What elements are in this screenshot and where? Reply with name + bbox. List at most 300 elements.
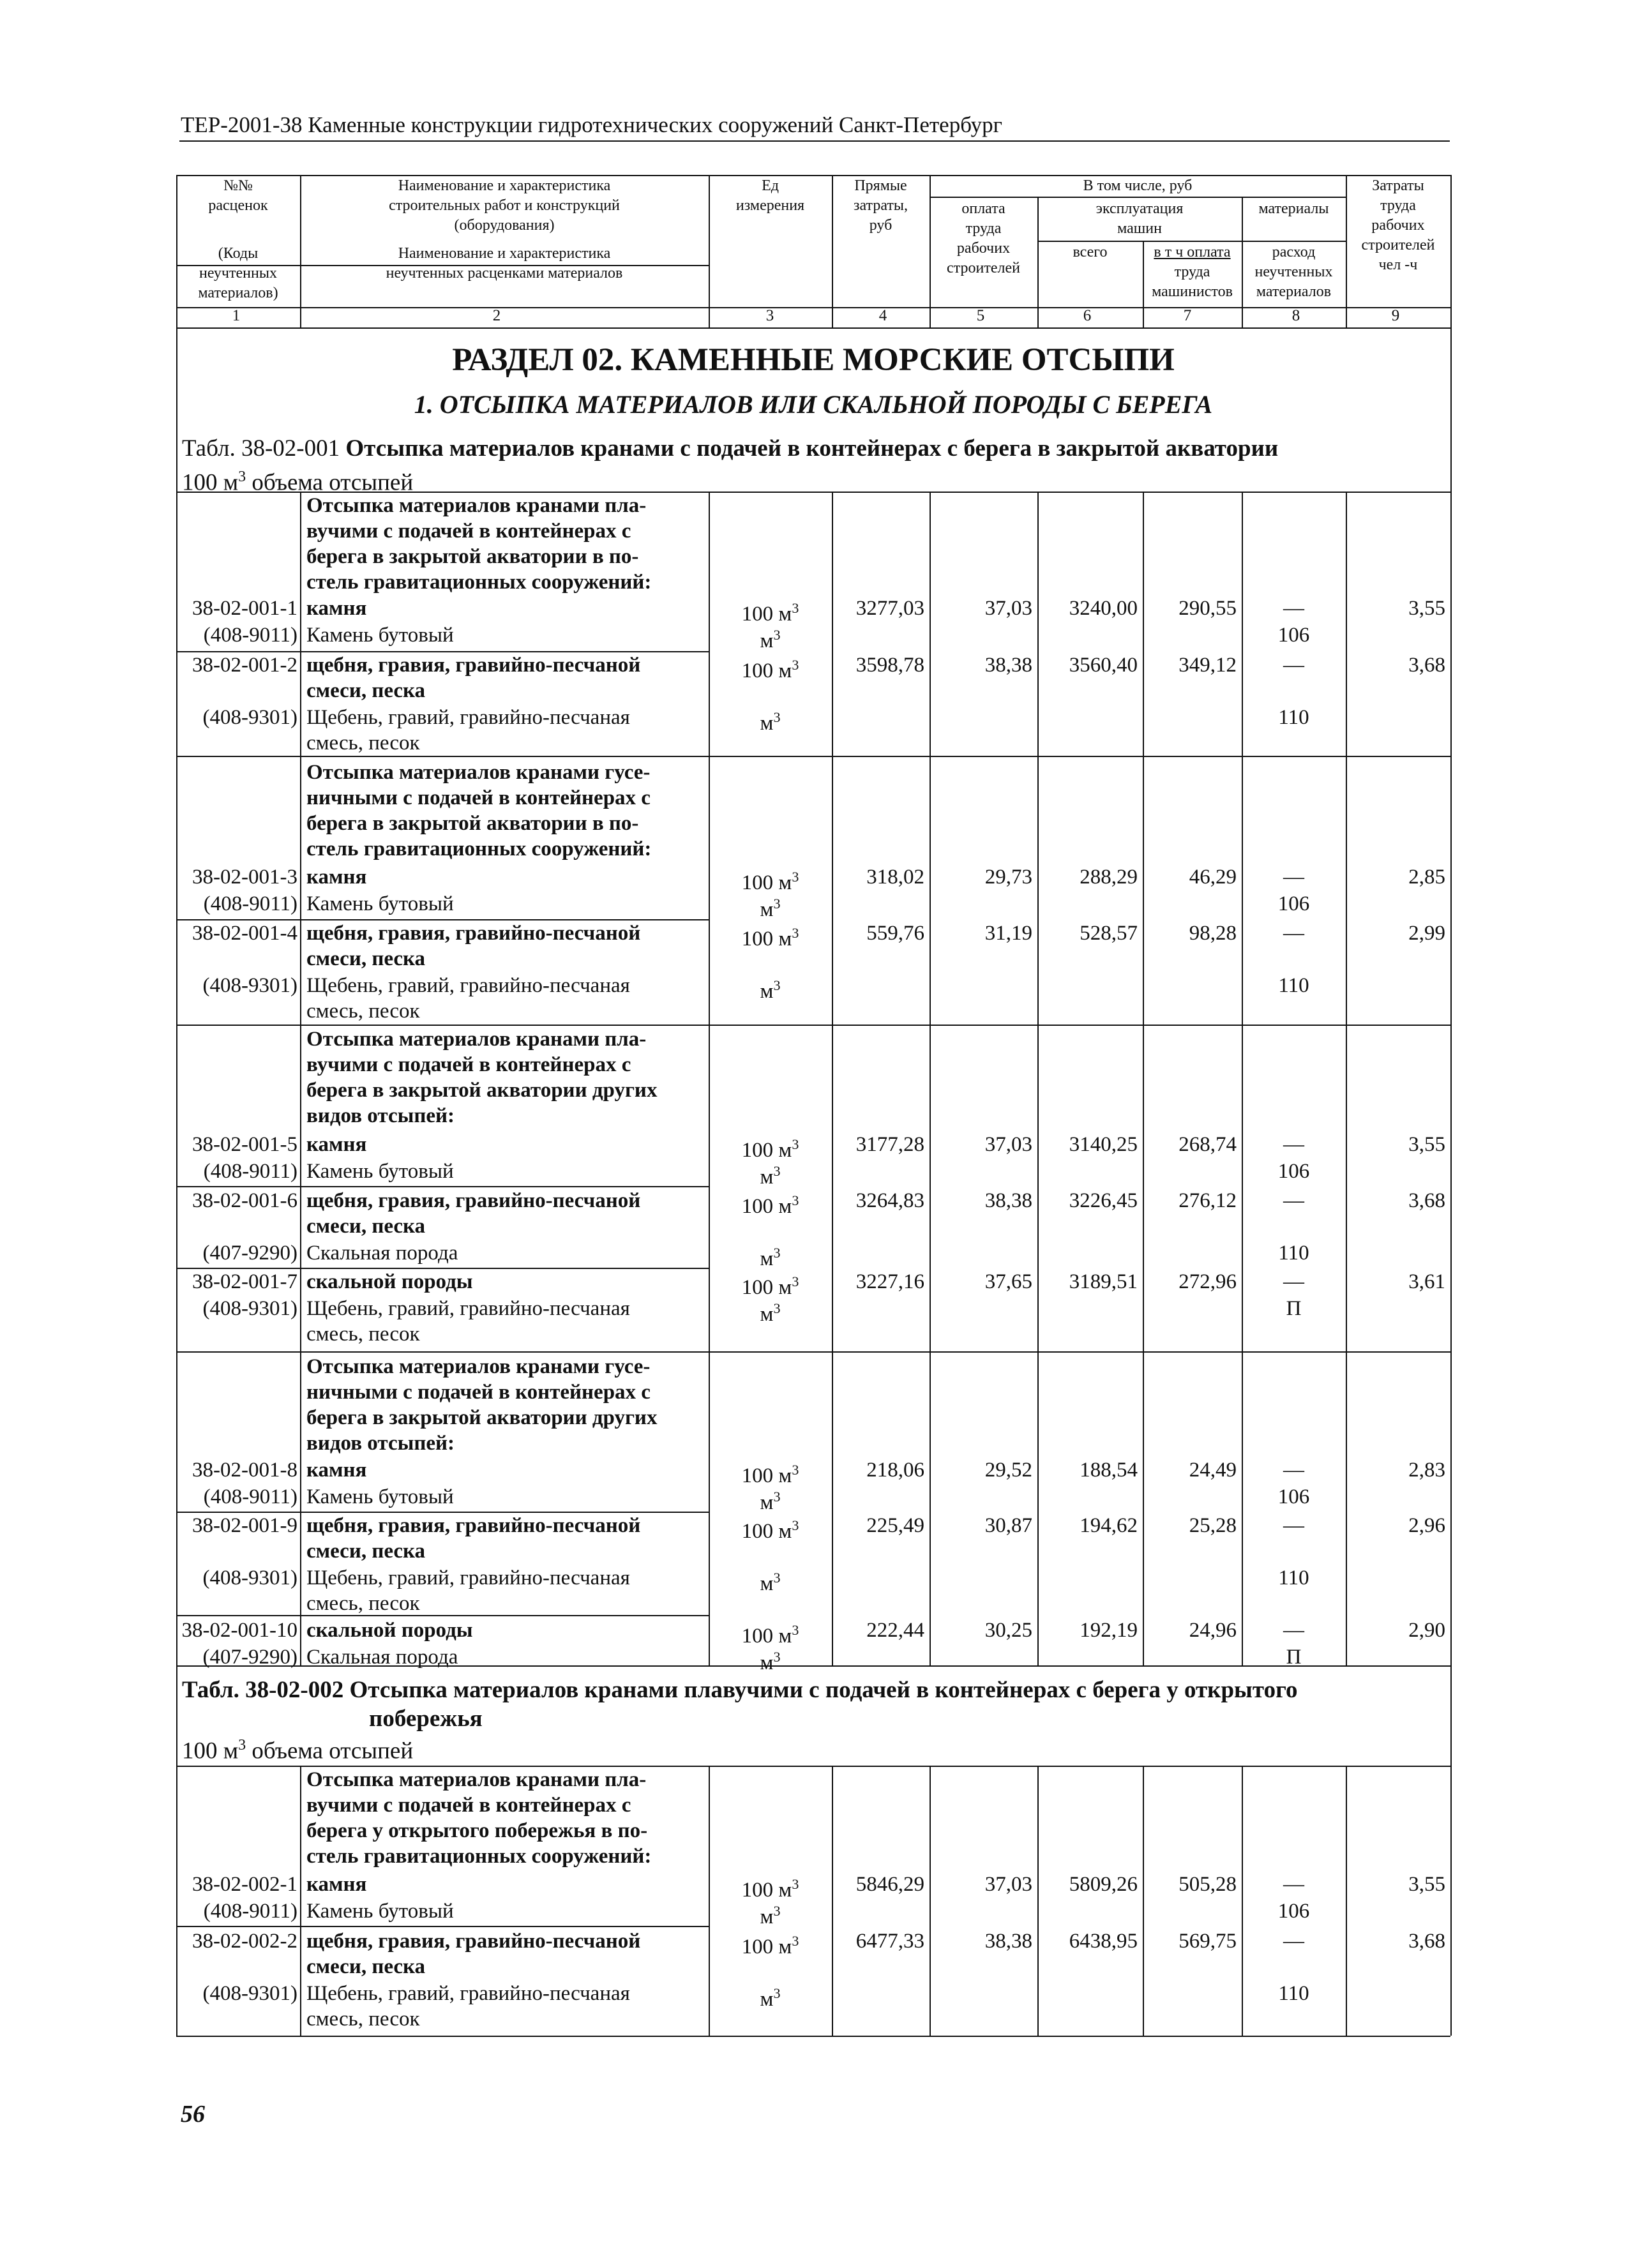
group-description-line: вучими с подачей в контейнерах с [306, 1053, 631, 1076]
material-consumption: 110 [1278, 1982, 1309, 2005]
rate-code: 38-02-001-6 [192, 1189, 297, 1212]
machines-total: 288,29 [1080, 866, 1138, 889]
unit-exponent: 3 [792, 657, 799, 673]
col-materials-header: материалы [1258, 200, 1329, 217]
body-column-line [300, 492, 301, 756]
material-consumption: 110 [1278, 706, 1309, 729]
unit-value: м [760, 980, 774, 1003]
unit-value: м [760, 898, 774, 921]
group-description-line: берега в закрытой акватории в по- [306, 545, 639, 568]
material-code: (408-9011) [203, 624, 297, 647]
col-labor-costs-header-line: рабочих [1371, 217, 1425, 234]
unit-value: 100 м [741, 871, 792, 894]
worker-wages: 38,38 [984, 1930, 1032, 1953]
group-description-line: берега в закрытой акватории других [306, 1406, 658, 1429]
labor-costs: 2,99 [1408, 922, 1445, 945]
table1-end-line [176, 1665, 1450, 1667]
rate-unit [709, 920, 832, 952]
table-caption [182, 434, 1278, 463]
machinist-wages: 268,74 [1178, 1133, 1237, 1156]
rate-code: 38-02-001-3 [192, 866, 297, 889]
materials-cost: — [1283, 1930, 1304, 1953]
unit-value: м [760, 1572, 774, 1595]
unit-exponent: 3 [792, 925, 799, 941]
material-code: (408-9011) [203, 1900, 297, 1923]
unit-value: м [760, 1166, 774, 1189]
worker-wages: 37,03 [984, 597, 1032, 620]
col-labor-costs-header-line: чел -ч [1378, 257, 1418, 273]
col-unit-header [709, 176, 832, 216]
material-consumption: 106 [1277, 1485, 1310, 1508]
material-name: Скальная порода [306, 1646, 458, 1669]
table-number: Табл. 38-02-002 [182, 1677, 344, 1703]
unit-exponent: 3 [773, 1489, 781, 1505]
header-rule [179, 140, 1450, 142]
group-description-line: вучими с подачей в контейнерах с [306, 520, 631, 543]
rate-code: 38-02-002-1 [192, 1873, 297, 1896]
machinist-wages: 290,55 [1178, 597, 1237, 620]
unit-value: 100 м [741, 1195, 792, 1218]
row-divider [176, 1186, 709, 1187]
unit-exponent: 3 [792, 1933, 799, 1949]
material-unit [709, 705, 832, 736]
direct-costs: 3264,83 [855, 1189, 924, 1212]
materials-cost: — [1283, 866, 1304, 889]
group-divider [176, 756, 1450, 757]
column-number: 3 [765, 307, 774, 324]
col-machinist-wages-header [1143, 243, 1242, 302]
material-unit [709, 1484, 832, 1515]
labor-costs: 3,55 [1408, 1873, 1445, 1896]
worker-wages: 30,87 [984, 1514, 1032, 1537]
material-name-line: смесь, песок [306, 1323, 420, 1346]
material-consumption: 106 [1277, 624, 1310, 647]
machinist-wages: 24,49 [1189, 1459, 1237, 1482]
unit-exponent: 3 [792, 600, 799, 616]
materials-cost: — [1283, 597, 1304, 620]
rate-name-line: щебня, гравия, гравийно-песчаной [306, 1189, 641, 1212]
body-column-line [832, 1766, 833, 2036]
rate-code: 38-02-001-10 [181, 1619, 297, 1642]
col-materials-consumption-header [1242, 243, 1346, 302]
group-description-line: видов отсыпей: [306, 1432, 455, 1455]
worker-wages: 38,38 [984, 1189, 1032, 1212]
direct-costs: 3598,78 [855, 654, 924, 677]
material-code: (408-9011) [203, 1485, 297, 1508]
table-unit-value: 100 м [182, 469, 239, 496]
unit-exponent: 3 [792, 1192, 799, 1208]
material-code: (407-9290) [202, 1242, 297, 1265]
machines-total: 192,19 [1080, 1619, 1138, 1642]
col-material-codes-header [176, 244, 300, 303]
unit-value: 100 м [741, 1935, 792, 1958]
col-direct-costs-header-line: руб [869, 217, 892, 234]
col-work-name-line: Наименование и характеристика [398, 177, 611, 194]
rate-unit [709, 1188, 832, 1219]
direct-costs: 3227,16 [855, 1270, 924, 1293]
group-description-line: Отсыпка материалов кранами пла- [306, 1028, 647, 1051]
unit-exponent: 3 [773, 627, 781, 643]
material-name: Камень бутовый [306, 1485, 454, 1508]
rate-code: 38-02-001-9 [192, 1514, 297, 1537]
unit-value: 100 м [741, 927, 792, 950]
table-title-continuation: побережья [369, 1706, 483, 1732]
material-consumption: П [1286, 1646, 1302, 1669]
unit-exponent: 3 [792, 1273, 799, 1289]
material-unit [709, 973, 832, 1004]
worker-wages: 31,19 [984, 922, 1032, 945]
material-code: (407-9290) [202, 1646, 297, 1669]
material-name: Скальная порода [306, 1242, 458, 1265]
section-title: РАЗДЕЛ 02. КАМЕННЫЕ МОРСКИЕ ОТСЫПИ [452, 342, 1175, 378]
machines-total: 188,54 [1080, 1459, 1138, 1482]
labor-costs: 3,68 [1408, 654, 1445, 677]
rate-name-line: смеси, песка [306, 679, 426, 702]
unit-value: м [760, 1651, 774, 1674]
material-name-line: Щебень, гравий, гравийно-песчаная [306, 1982, 630, 2005]
material-unit [709, 1159, 832, 1190]
col-machines-header-line: эксплуатация [1095, 200, 1184, 217]
section-subtitle: 1. ОТСЫПКА МАТЕРИАЛОВ ИЛИ СКАЛЬНОЙ ПОРОДЫ С БЕРЕГА [414, 390, 1213, 419]
material-name: Камень бутовый [306, 1160, 454, 1183]
unit-value: м [760, 712, 774, 735]
material-consumption: 110 [1278, 1566, 1309, 1589]
unit-value: 100 м [741, 1464, 792, 1487]
col-machinist-wages-line: в т ч оплата [1154, 244, 1231, 260]
unit-value: 100 м [741, 1276, 792, 1299]
rate-name-line: щебня, гравия, гравийно-песчаной [306, 1514, 641, 1537]
table-bottom-border [176, 2036, 1450, 2037]
table-number: Табл. 38-02-001 [182, 435, 340, 462]
col-material-codes-line: неучтенных [199, 265, 277, 282]
column-number: 1 [232, 307, 241, 324]
material-consumption: 106 [1277, 1160, 1310, 1183]
col-materials-consumption-header-line: неучтенных [1254, 264, 1333, 280]
body-column-line [832, 756, 833, 1025]
table-unit-description: объема отсыпей [246, 469, 414, 496]
material-name-line: Щебень, гравий, гравийно-песчаная [306, 706, 630, 729]
unit-exponent: 3 [773, 709, 781, 725]
materials-cost: — [1283, 654, 1304, 677]
group-description-line: стель гравитационных сооружений: [306, 571, 652, 594]
material-unit [709, 622, 832, 654]
rate-name: камня [306, 1873, 367, 1896]
body-column-line [1143, 756, 1144, 1025]
col-wages-header-line: оплата [961, 200, 1005, 217]
direct-costs: 218,06 [866, 1459, 924, 1482]
material-name-line: смесь, песок [306, 732, 420, 755]
col-machines-header-line: машин [1117, 220, 1162, 237]
unit-value: 100 м [741, 1879, 792, 1902]
materials-cost: — [1283, 1133, 1304, 1156]
col-unit-header-line: Ед [762, 177, 779, 194]
rate-code: 38-02-001-8 [192, 1459, 297, 1482]
body-column-line [930, 492, 931, 756]
direct-costs: 559,76 [866, 922, 924, 945]
column-number: 5 [976, 307, 985, 324]
body-column-line [1346, 1766, 1347, 2036]
unit-exponent: 3 [792, 1136, 799, 1152]
unit-exponent: 3 [773, 1649, 781, 1665]
running-header: ТЕР-2001-38 Каменные конструкции гидротехнических сооружений Санкт-Петербург [181, 112, 1003, 137]
group-description-line: берега в закрытой акватории в по- [306, 812, 639, 835]
unit-value: м [760, 1905, 774, 1928]
unit-value: м [760, 1247, 774, 1270]
col-wages-header-line: строителей [947, 260, 1020, 276]
worker-wages: 29,73 [984, 866, 1032, 889]
machinist-wages: 46,29 [1189, 866, 1237, 889]
rate-unit [709, 1928, 832, 1960]
worker-wages: 30,25 [984, 1619, 1032, 1642]
unit-exponent: 3 [792, 1622, 799, 1638]
material-name: Камень бутовый [306, 1900, 454, 1923]
unit-exponent: 3 [773, 1903, 781, 1919]
group-description-line: берега в закрытой акватории других [306, 1079, 658, 1102]
direct-costs: 318,02 [866, 866, 924, 889]
col-material-codes-line: материалов) [198, 285, 278, 301]
group-description-line: вучими с подачей в контейнерах с [306, 1794, 631, 1817]
unit-exponent: 3 [773, 1570, 781, 1586]
body-column-line [1037, 492, 1039, 756]
body-column-line [300, 1351, 301, 1665]
direct-costs: 3177,28 [855, 1133, 924, 1156]
labor-costs: 2,83 [1408, 1459, 1445, 1482]
unit-exponent: 3 [792, 869, 799, 885]
worker-wages: 37,03 [984, 1133, 1032, 1156]
body-column-line [1346, 756, 1347, 1025]
body-column-line [300, 756, 301, 1025]
rate-name: скальной породы [306, 1270, 473, 1293]
labor-costs: 3,68 [1408, 1189, 1445, 1212]
rate-code: 38-02-001-1 [192, 597, 297, 620]
col-wages-header-line: рабочих [956, 240, 1011, 257]
col-machinist-wages-line: труда [1174, 264, 1210, 280]
row-divider [176, 1926, 709, 1927]
page-number: 56 [181, 2101, 205, 2128]
labor-costs: 2,90 [1408, 1619, 1445, 1642]
worker-wages: 38,38 [984, 654, 1032, 677]
column-number: 4 [878, 307, 887, 324]
col-wages-header [930, 199, 1037, 278]
body-column-line [300, 1025, 301, 1351]
rate-name-line: щебня, гравия, гравийно-песчаной [306, 1930, 641, 1953]
material-code: (408-9301) [202, 1982, 297, 2005]
col-machines-total-header: всего [1073, 244, 1108, 260]
group-divider [176, 1351, 1450, 1353]
labor-costs: 3,68 [1408, 1930, 1445, 1953]
material-unit [709, 891, 832, 922]
machines-total: 3560,40 [1069, 654, 1138, 677]
material-unit [709, 1981, 832, 2012]
group-description-line: ничными с подачей в контейнерах с [306, 1381, 651, 1404]
material-name: Камень бутовый [306, 624, 454, 647]
material-code: (408-9301) [202, 1566, 297, 1589]
material-consumption: 110 [1278, 974, 1309, 997]
table-unit-exponent: 3 [238, 1737, 246, 1754]
material-name-line: смесь, песок [306, 1000, 420, 1023]
row-divider [176, 1615, 709, 1616]
labor-costs: 2,96 [1408, 1514, 1445, 1537]
body-column-line [1346, 492, 1347, 756]
rate-name: камня [306, 1459, 367, 1482]
labor-costs: 3,55 [1408, 1133, 1445, 1156]
col-labor-costs-header-line: строителей [1361, 237, 1435, 253]
material-name-line: Щебень, гравий, гравийно-песчаная [306, 974, 630, 997]
group-description-line: стель гравитационных сооружений: [306, 1845, 652, 1868]
labor-costs: 3,55 [1408, 597, 1445, 620]
rate-code: 38-02-001-5 [192, 1133, 297, 1156]
material-consumption: 106 [1277, 1900, 1310, 1923]
body-column-line [1037, 756, 1039, 1025]
machines-total: 3240,00 [1069, 597, 1138, 620]
materials-cost: — [1283, 1619, 1304, 1642]
rate-name: камня [306, 1133, 367, 1156]
unit-exponent: 3 [792, 1876, 799, 1892]
col-rate-number-line: расценок [208, 197, 268, 214]
machinist-wages: 505,28 [1178, 1873, 1237, 1896]
unit-exponent: 3 [792, 1462, 799, 1478]
direct-costs: 225,49 [866, 1514, 924, 1537]
rate-name-line: смеси, песка [306, 1955, 426, 1978]
table-title: Отсыпка материалов кранами плавучими с подачей в контейнерах с берега у открытого [349, 1677, 1298, 1703]
material-consumption: 106 [1277, 892, 1310, 915]
body-column-line [930, 756, 931, 1025]
direct-costs: 3277,03 [855, 597, 924, 620]
col-machines-header [1037, 199, 1242, 239]
labor-costs: 2,85 [1408, 866, 1445, 889]
rate-code: 38-02-002-2 [192, 1930, 297, 1953]
material-name-line: смесь, песок [306, 1592, 420, 1615]
group-description-line: Отсыпка материалов кранами гусе- [306, 761, 651, 784]
col-work-name-line: строительных работ и конструкций [389, 197, 620, 214]
col-labor-costs-header-line: Затраты [1372, 177, 1424, 194]
col-rate-number-header [176, 176, 300, 216]
col-materials-consumption-header-line: материалов [1256, 283, 1332, 300]
machinist-wages: 24,96 [1189, 1619, 1237, 1642]
col-rate-number-line: №№ [223, 177, 253, 194]
unit-exponent: 3 [773, 896, 781, 912]
direct-costs: 5846,29 [855, 1873, 924, 1896]
unit-exponent: 3 [773, 1163, 781, 1179]
unit-value: м [760, 1303, 774, 1326]
col-wages-header-line: труда [965, 220, 1002, 237]
body-column-line [1143, 1766, 1144, 2036]
col-direct-costs-header-line: Прямые [854, 177, 907, 194]
table-unit-exponent: 3 [238, 469, 246, 485]
group-divider [176, 1025, 1450, 1026]
body-column-line [832, 492, 833, 756]
body-column-line [300, 1766, 301, 2036]
col-direct-costs-header [832, 176, 930, 236]
rate-code: 38-02-001-7 [192, 1270, 297, 1293]
materials-cost: — [1283, 1459, 1304, 1482]
body-column-line [1037, 1766, 1039, 2036]
header-column-line [1450, 175, 1452, 327]
material-name-line: Щебень, гравий, гравийно-песчаная [306, 1297, 630, 1320]
machinist-wages: 569,75 [1178, 1930, 1237, 1953]
rate-name: скальной породы [306, 1619, 473, 1642]
direct-costs: 222,44 [866, 1619, 924, 1642]
worker-wages: 37,65 [984, 1270, 1032, 1293]
machines-total: 3140,25 [1069, 1133, 1138, 1156]
col-work-name-header [300, 176, 709, 236]
machines-total: 6438,95 [1069, 1930, 1138, 1953]
column-number: 7 [1183, 307, 1192, 324]
unit-value: м [760, 1491, 774, 1514]
unit-value: 100 м [741, 1139, 792, 1162]
labor-costs: 3,61 [1408, 1270, 1445, 1293]
group-description-line: Отсыпка материалов кранами гусе- [306, 1355, 651, 1378]
group-description-line: Отсыпка материалов кранами пла- [306, 1768, 647, 1791]
header-bottom-border [176, 327, 1450, 329]
material-unit [709, 1644, 832, 1676]
unit-value: 100 м [741, 1625, 792, 1648]
material-code: (408-9301) [202, 706, 297, 729]
table-caption [182, 1676, 1298, 1704]
unit-value: м [760, 1988, 774, 2011]
table-unit-description: объема отсыпей [246, 1738, 414, 1764]
table-unit-value: 100 м [182, 1738, 239, 1764]
group-description-line: видов отсыпей: [306, 1104, 455, 1127]
material-name-line: смесь, песок [306, 2008, 420, 2031]
material-consumption: 110 [1278, 1242, 1309, 1265]
header-number-row-top [176, 307, 1450, 308]
unit-value: 100 м [741, 603, 792, 626]
material-name-line: Щебень, гравий, гравийно-песчаная [306, 1566, 630, 1589]
col-material-name-header [300, 244, 709, 283]
col-labor-costs-header [1346, 176, 1450, 275]
col-unit-header-line: измерения [735, 197, 805, 214]
material-code: (408-9011) [203, 1160, 297, 1183]
materials-cost: — [1283, 1189, 1304, 1212]
group-description-line: берега у открытого побережья в по- [306, 1819, 648, 1842]
materials-cost: — [1283, 1270, 1304, 1293]
machinist-wages: 276,12 [1178, 1189, 1237, 1212]
rate-name-line: щебня, гравия, гравийно-песчаной [306, 654, 641, 677]
rate-name-line: смеси, песка [306, 1540, 426, 1563]
material-code: (408-9301) [202, 974, 297, 997]
machines-underline [1037, 241, 1346, 242]
machinist-wages: 272,96 [1178, 1270, 1237, 1293]
machinist-wages: 25,28 [1189, 1514, 1237, 1537]
col-material-codes-line: (Коды [218, 245, 259, 262]
col-labor-costs-header-line: труда [1380, 197, 1416, 214]
rate-name-line: щебня, гравия, гравийно-песчаной [306, 922, 641, 945]
column-number: 2 [492, 307, 501, 324]
rate-unit [709, 1513, 832, 1544]
col-work-name-line: (оборудования) [454, 217, 555, 234]
group-description-line: Отсыпка материалов кранами пла- [306, 494, 647, 517]
material-unit [709, 1898, 832, 1930]
table-right-border [1450, 327, 1452, 2036]
rate-code: 38-02-001-4 [192, 922, 297, 945]
direct-costs: 6477,33 [855, 1930, 924, 1953]
rate-code: 38-02-001-2 [192, 654, 297, 677]
column-number: 8 [1291, 307, 1300, 324]
machines-total: 3226,45 [1069, 1189, 1138, 1212]
rate-name-line: смеси, песка [306, 1215, 426, 1238]
rate-name: камня [306, 597, 367, 620]
group-description-line: ничными с подачей в контейнерах с [306, 786, 651, 809]
group-title-underline [930, 197, 1346, 198]
col-material-name-line: неучтенных расценками материалов [386, 265, 623, 282]
table-title: Отсыпка материалов кранами с подачей в контейнерах с берега в закрытой акватории [345, 435, 1279, 462]
machinist-wages: 98,28 [1189, 922, 1237, 945]
unit-exponent: 3 [773, 977, 781, 993]
col-direct-costs-header-line: затраты, [854, 197, 908, 214]
machines-total: 5809,26 [1069, 1873, 1138, 1896]
materials-cost: — [1283, 1873, 1304, 1896]
